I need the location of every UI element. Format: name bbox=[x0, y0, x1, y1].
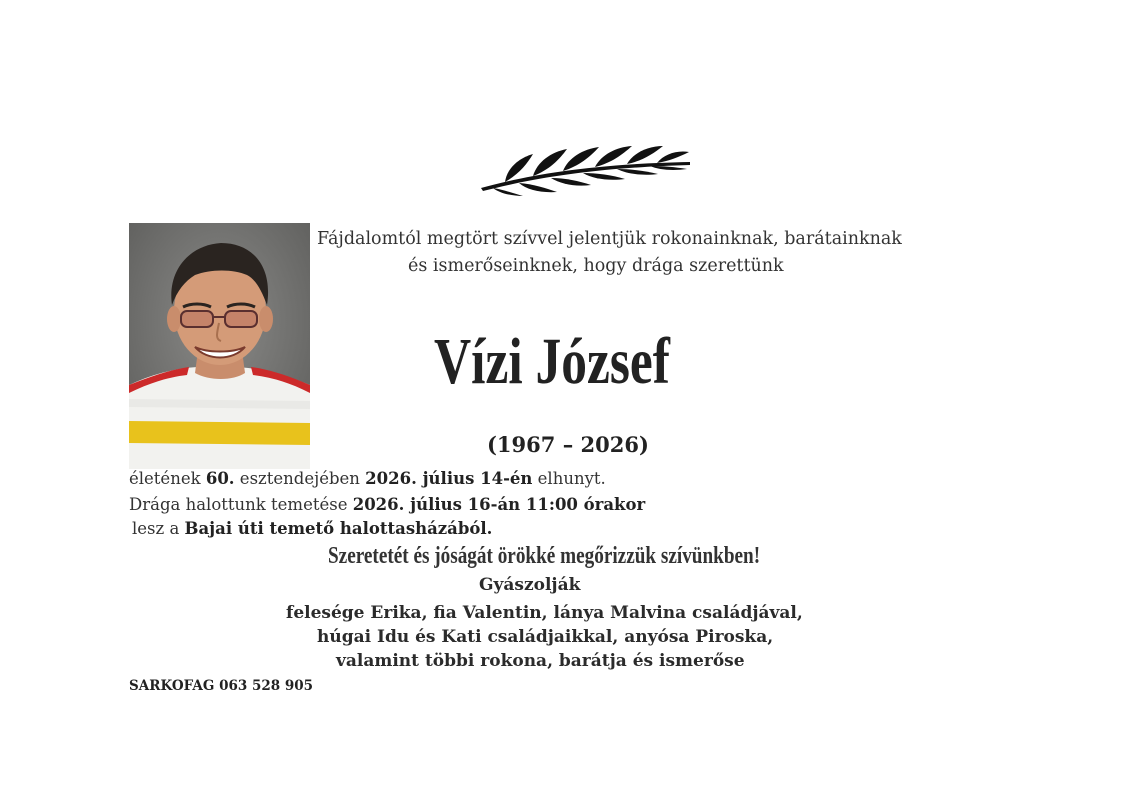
death-line-text-3: elhunyt. bbox=[532, 469, 606, 488]
life-years: (1967 – 2026) bbox=[487, 432, 649, 457]
death-line-text-2: esztendejében bbox=[234, 469, 366, 488]
intro-line-1: Fájdalomtól megtört szívvel jelentjük rokonainknak, barátainknak bbox=[317, 229, 902, 249]
location-line-text: lesz a bbox=[132, 519, 185, 538]
mourners-heading: Gyászolják bbox=[479, 575, 581, 595]
age-value: 60. bbox=[205, 469, 235, 488]
location-line bbox=[132, 519, 492, 538]
funeral-line-text: Drága halottunk temetése bbox=[129, 495, 353, 514]
death-line bbox=[129, 469, 606, 488]
motto: Szeretetét és jóságát örökké megőrizzük szívünkben! bbox=[328, 543, 761, 569]
intro-line-2: és ismerőseinknek, hogy drága szerettünk bbox=[408, 256, 784, 276]
portrait-photo bbox=[129, 223, 310, 469]
death-line-text-1: életének bbox=[129, 469, 206, 488]
funeral-place: Bajai úti temető halottasházából. bbox=[184, 519, 493, 538]
deceased-name: Vízi József bbox=[434, 325, 670, 398]
mourners-line-3: valamint többi rokona, barátja és ismerőse bbox=[336, 651, 745, 671]
laurel-branch-icon bbox=[475, 138, 695, 196]
death-date: 2026. július 14-én bbox=[365, 469, 533, 488]
mourners-line-2: húgai Idu és Kati családjaikkal, anyósa Piroska, bbox=[317, 627, 774, 647]
mourners-line-1: felesége Erika, fia Valentin, lánya Malvina családjával, bbox=[286, 603, 803, 623]
funeral-company-contact: SARKOFAG 063 528 905 bbox=[129, 678, 314, 694]
funeral-line bbox=[129, 495, 645, 514]
funeral-datetime: 2026. július 16-án 11:00 órakor bbox=[352, 495, 646, 514]
